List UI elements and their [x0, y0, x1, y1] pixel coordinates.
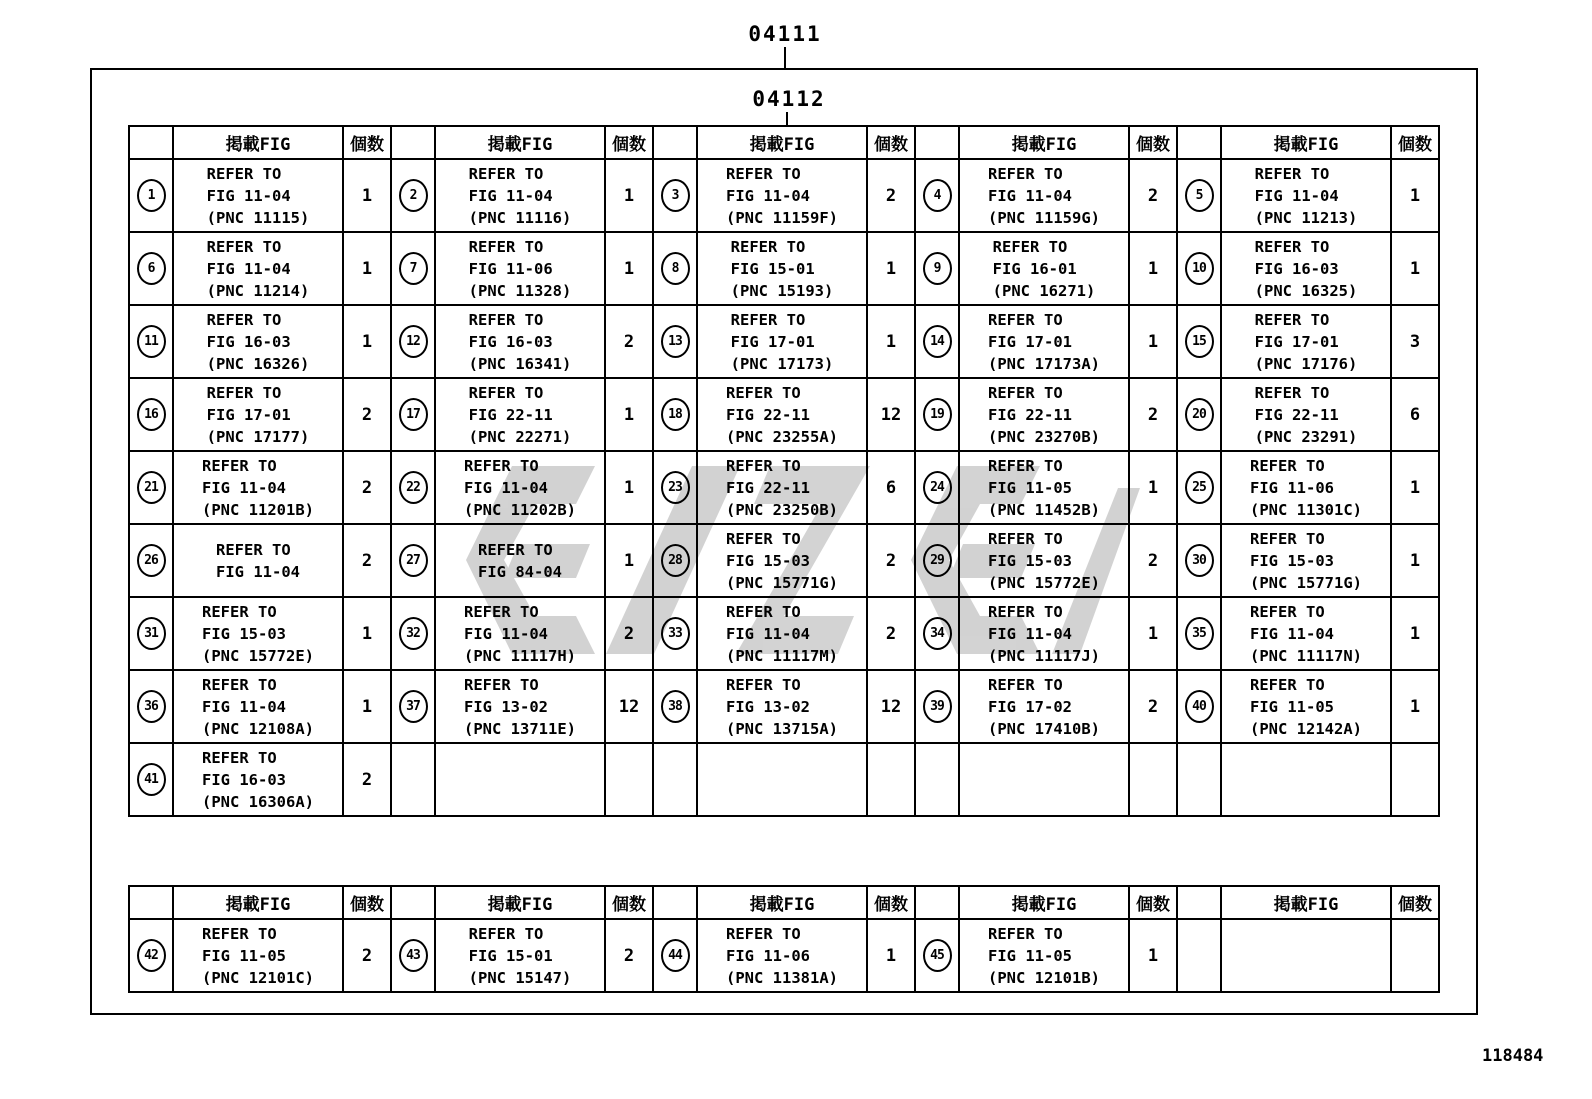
item-number-cell	[391, 305, 435, 378]
fig-reference-cell: REFER TO FIG 11-06 (PNC 11328)	[435, 232, 605, 305]
header-num-cell	[915, 126, 959, 159]
header-fig-cell: 掲載FIG	[173, 126, 343, 159]
empty-cell	[435, 743, 605, 816]
document-number: 118484	[1482, 1046, 1544, 1066]
circled-number: 42	[137, 939, 166, 972]
quantity-cell: 1	[867, 305, 915, 378]
item-number-cell	[1177, 451, 1221, 524]
quantity-cell: 6	[1391, 378, 1439, 451]
item-number-cell	[915, 524, 959, 597]
header-qty-cell: 個数	[605, 886, 653, 919]
header-num-cell	[653, 886, 697, 919]
quantity-cell: 2	[343, 378, 391, 451]
quantity-cell: 12	[605, 670, 653, 743]
outer-frame	[90, 68, 1478, 1015]
circled-number: 6	[137, 252, 166, 285]
fig-reference-cell: REFER TO FIG 11-05 (PNC 12101C)	[173, 919, 343, 992]
fig-reference-cell: REFER TO FIG 11-04 (PNC 11159G)	[959, 159, 1129, 232]
fig-reference-cell: REFER TO FIG 11-04 (PNC 11213)	[1221, 159, 1391, 232]
item-number-cell	[391, 451, 435, 524]
item-number-cell	[391, 232, 435, 305]
item-number-cell	[653, 232, 697, 305]
parts-reference-table-main	[128, 125, 1440, 817]
quantity-cell: 2	[867, 597, 915, 670]
empty-cell	[1391, 743, 1439, 816]
empty-cell	[1177, 919, 1221, 992]
item-number-cell	[129, 743, 173, 816]
quantity-cell: 1	[1129, 451, 1177, 524]
fig-reference-cell: REFER TO FIG 15-01 (PNC 15147)	[435, 919, 605, 992]
header-num-cell	[653, 126, 697, 159]
section-code-04111: 04111	[748, 22, 822, 46]
header-fig-cell: 掲載FIG	[435, 886, 605, 919]
header-num-cell	[391, 126, 435, 159]
fig-reference-cell: REFER TO FIG 11-04 (PNC 12108A)	[173, 670, 343, 743]
table-row	[129, 597, 1439, 670]
table-row	[129, 524, 1439, 597]
fig-reference-cell: REFER TO FIG 17-01 (PNC 17173)	[697, 305, 867, 378]
fig-reference-cell: REFER TO FIG 17-01 (PNC 17177)	[173, 378, 343, 451]
item-number-cell	[391, 159, 435, 232]
header-qty-cell: 個数	[1391, 886, 1439, 919]
circled-number: 30	[1185, 544, 1214, 577]
fig-reference-cell: REFER TO FIG 84-04	[435, 524, 605, 597]
quantity-cell: 1	[605, 378, 653, 451]
empty-cell	[1221, 919, 1391, 992]
empty-cell	[1391, 919, 1439, 992]
circled-number: 23	[661, 471, 690, 504]
quantity-cell: 1	[1391, 524, 1439, 597]
fig-reference-cell: REFER TO FIG 11-04 (PNC 11117H)	[435, 597, 605, 670]
fig-reference-cell: REFER TO FIG 11-06 (PNC 11301C)	[1221, 451, 1391, 524]
circled-number: 25	[1185, 471, 1214, 504]
item-number-cell	[653, 305, 697, 378]
circled-number: 45	[923, 939, 952, 972]
circled-number: 10	[1185, 252, 1214, 285]
circled-number: 29	[923, 544, 952, 577]
circled-number: 11	[137, 325, 166, 358]
quantity-cell: 6	[867, 451, 915, 524]
fig-reference-cell: REFER TO FIG 16-03 (PNC 16306A)	[173, 743, 343, 816]
quantity-cell: 1	[1391, 451, 1439, 524]
fig-reference-cell: REFER TO FIG 11-04 (PNC 11214)	[173, 232, 343, 305]
item-number-cell	[129, 597, 173, 670]
item-number-cell	[915, 305, 959, 378]
quantity-cell: 2	[605, 919, 653, 992]
circled-number: 1	[137, 179, 166, 212]
fig-reference-cell: REFER TO FIG 11-05 (PNC 12142A)	[1221, 670, 1391, 743]
item-number-cell	[915, 159, 959, 232]
quantity-cell: 1	[1129, 232, 1177, 305]
header-fig-cell: 掲載FIG	[435, 126, 605, 159]
quantity-cell: 1	[343, 159, 391, 232]
fig-reference-cell: REFER TO FIG 17-01 (PNC 17173A)	[959, 305, 1129, 378]
item-number-cell	[1177, 159, 1221, 232]
header-fig-cell: 掲載FIG	[959, 886, 1129, 919]
item-number-cell	[391, 378, 435, 451]
header-qty-cell: 個数	[1129, 126, 1177, 159]
fig-reference-cell: REFER TO FIG 13-02 (PNC 13711E)	[435, 670, 605, 743]
quantity-cell: 2	[1129, 378, 1177, 451]
item-number-cell	[391, 524, 435, 597]
quantity-cell: 12	[867, 670, 915, 743]
fig-reference-cell: REFER TO FIG 11-04 (PNC 11117J)	[959, 597, 1129, 670]
header-num-cell	[391, 886, 435, 919]
header-num-cell	[915, 886, 959, 919]
header-fig-cell: 掲載FIG	[959, 126, 1129, 159]
fig-reference-cell: REFER TO FIG 16-03 (PNC 16341)	[435, 305, 605, 378]
quantity-cell: 2	[867, 524, 915, 597]
quantity-cell: 1	[605, 159, 653, 232]
quantity-cell: 1	[1129, 305, 1177, 378]
quantity-cell: 3	[1391, 305, 1439, 378]
quantity-cell: 1	[605, 524, 653, 597]
fig-reference-cell: REFER TO FIG 11-04 (PNC 11117M)	[697, 597, 867, 670]
quantity-cell: 1	[1391, 232, 1439, 305]
item-number-cell	[1177, 524, 1221, 597]
fig-reference-cell: REFER TO FIG 17-02 (PNC 17410B)	[959, 670, 1129, 743]
item-number-cell	[653, 524, 697, 597]
item-number-cell	[391, 919, 435, 992]
item-number-cell	[129, 159, 173, 232]
fig-reference-cell: REFER TO FIG 13-02 (PNC 13715A)	[697, 670, 867, 743]
table-row	[129, 378, 1439, 451]
circled-number: 35	[1185, 617, 1214, 650]
table-row	[129, 159, 1439, 232]
header-num-cell	[129, 886, 173, 919]
header-fig-cell: 掲載FIG	[1221, 126, 1391, 159]
circled-number: 37	[399, 690, 428, 723]
fig-reference-cell: REFER TO FIG 11-05 (PNC 11452B)	[959, 451, 1129, 524]
header-qty-cell: 個数	[605, 126, 653, 159]
header-num-cell	[1177, 126, 1221, 159]
circled-number: 31	[137, 617, 166, 650]
item-number-cell	[129, 670, 173, 743]
quantity-cell: 2	[1129, 159, 1177, 232]
circled-number: 39	[923, 690, 952, 723]
circled-number: 13	[661, 325, 690, 358]
item-number-cell	[653, 919, 697, 992]
header-fig-cell: 掲載FIG	[1221, 886, 1391, 919]
quantity-cell: 1	[1391, 597, 1439, 670]
section-code-04112: 04112	[752, 87, 826, 111]
quantity-cell: 2	[1129, 670, 1177, 743]
circled-number: 22	[399, 471, 428, 504]
empty-cell	[653, 743, 697, 816]
circled-number: 4	[923, 179, 952, 212]
fig-reference-cell: REFER TO FIG 16-03 (PNC 16326)	[173, 305, 343, 378]
circled-number: 38	[661, 690, 690, 723]
table-row	[129, 670, 1439, 743]
quantity-cell: 2	[605, 597, 653, 670]
quantity-cell: 1	[343, 232, 391, 305]
circled-number: 21	[137, 471, 166, 504]
quantity-cell: 1	[1129, 597, 1177, 670]
circled-number: 2	[399, 179, 428, 212]
item-number-cell	[129, 305, 173, 378]
header-qty-cell: 個数	[1129, 886, 1177, 919]
header-fig-cell: 掲載FIG	[697, 126, 867, 159]
quantity-cell: 1	[1391, 670, 1439, 743]
empty-cell	[915, 743, 959, 816]
empty-cell	[391, 743, 435, 816]
fig-reference-cell: REFER TO FIG 11-04 (PNC 11159F)	[697, 159, 867, 232]
table-row	[129, 919, 1439, 992]
item-number-cell	[129, 232, 173, 305]
circled-number: 19	[923, 398, 952, 431]
circled-number: 18	[661, 398, 690, 431]
circled-number: 9	[923, 252, 952, 285]
circled-number: 36	[137, 690, 166, 723]
circled-number: 5	[1185, 179, 1214, 212]
fig-reference-cell: REFER TO FIG 11-04 (PNC 11117N)	[1221, 597, 1391, 670]
circled-number: 27	[399, 544, 428, 577]
fig-reference-cell: REFER TO FIG 15-03 (PNC 15772E)	[173, 597, 343, 670]
circled-number: 3	[661, 179, 690, 212]
header-qty-cell: 個数	[1391, 126, 1439, 159]
item-number-cell	[653, 159, 697, 232]
item-number-cell	[915, 597, 959, 670]
quantity-cell: 2	[605, 305, 653, 378]
quantity-cell: 1	[343, 597, 391, 670]
item-number-cell	[129, 378, 173, 451]
item-number-cell	[653, 597, 697, 670]
circled-number: 7	[399, 252, 428, 285]
circled-number: 44	[661, 939, 690, 972]
quantity-cell: 1	[343, 670, 391, 743]
header-qty-cell: 個数	[867, 126, 915, 159]
fig-reference-cell: REFER TO FIG 11-04 (PNC 11201B)	[173, 451, 343, 524]
empty-cell	[1221, 743, 1391, 816]
item-number-cell	[129, 524, 173, 597]
fig-reference-cell: REFER TO FIG 15-01 (PNC 15193)	[697, 232, 867, 305]
leader-line-04112	[786, 112, 788, 125]
item-number-cell	[1177, 597, 1221, 670]
fig-reference-cell: REFER TO FIG 11-06 (PNC 11381A)	[697, 919, 867, 992]
quantity-cell: 1	[867, 919, 915, 992]
fig-reference-cell: REFER TO FIG 22-11 (PNC 23270B)	[959, 378, 1129, 451]
item-number-cell	[915, 919, 959, 992]
item-number-cell	[1177, 378, 1221, 451]
parts-reference-table-secondary	[128, 885, 1440, 993]
circled-number: 26	[137, 544, 166, 577]
table-row	[129, 305, 1439, 378]
item-number-cell	[915, 451, 959, 524]
circled-number: 15	[1185, 325, 1214, 358]
table-row	[129, 232, 1439, 305]
circled-number: 24	[923, 471, 952, 504]
header-num-cell	[1177, 886, 1221, 919]
circled-number: 32	[399, 617, 428, 650]
item-number-cell	[653, 670, 697, 743]
table-header-row	[129, 886, 1439, 919]
item-number-cell	[129, 451, 173, 524]
empty-cell	[959, 743, 1129, 816]
fig-reference-cell: REFER TO FIG 11-05 (PNC 12101B)	[959, 919, 1129, 992]
circled-number: 41	[137, 763, 166, 796]
fig-reference-cell: REFER TO FIG 22-11 (PNC 22271)	[435, 378, 605, 451]
circled-number: 34	[923, 617, 952, 650]
circled-number: 17	[399, 398, 428, 431]
item-number-cell	[915, 232, 959, 305]
quantity-cell: 1	[605, 232, 653, 305]
empty-cell	[605, 743, 653, 816]
item-number-cell	[1177, 232, 1221, 305]
item-number-cell	[653, 451, 697, 524]
fig-reference-cell: REFER TO FIG 11-04 (PNC 11115)	[173, 159, 343, 232]
header-qty-cell: 個数	[867, 886, 915, 919]
quantity-cell: 12	[867, 378, 915, 451]
circled-number: 8	[661, 252, 690, 285]
quantity-cell: 2	[343, 451, 391, 524]
item-number-cell	[1177, 305, 1221, 378]
fig-reference-cell: REFER TO FIG 11-04	[173, 524, 343, 597]
empty-cell	[1177, 743, 1221, 816]
quantity-cell: 1	[605, 451, 653, 524]
fig-reference-cell: REFER TO FIG 11-04 (PNC 11202B)	[435, 451, 605, 524]
fig-reference-cell: REFER TO FIG 22-11 (PNC 23291)	[1221, 378, 1391, 451]
header-num-cell	[129, 126, 173, 159]
quantity-cell: 2	[867, 159, 915, 232]
empty-cell	[1129, 743, 1177, 816]
circled-number: 14	[923, 325, 952, 358]
circled-number: 33	[661, 617, 690, 650]
quantity-cell: 2	[343, 919, 391, 992]
fig-reference-cell: REFER TO FIG 15-03 (PNC 15771G)	[1221, 524, 1391, 597]
item-number-cell	[653, 378, 697, 451]
quantity-cell: 2	[343, 743, 391, 816]
fig-reference-cell: REFER TO FIG 22-11 (PNC 23250B)	[697, 451, 867, 524]
item-number-cell	[129, 919, 173, 992]
quantity-cell: 1	[343, 305, 391, 378]
item-number-cell	[915, 670, 959, 743]
quantity-cell: 1	[1391, 159, 1439, 232]
fig-reference-cell: REFER TO FIG 16-01 (PNC 16271)	[959, 232, 1129, 305]
header-fig-cell: 掲載FIG	[697, 886, 867, 919]
fig-reference-cell: REFER TO FIG 15-03 (PNC 15771G)	[697, 524, 867, 597]
item-number-cell	[1177, 670, 1221, 743]
item-number-cell	[391, 670, 435, 743]
quantity-cell: 2	[1129, 524, 1177, 597]
table-row	[129, 451, 1439, 524]
circled-number: 40	[1185, 690, 1214, 723]
quantity-cell: 1	[867, 232, 915, 305]
fig-reference-cell: REFER TO FIG 22-11 (PNC 23255A)	[697, 378, 867, 451]
fig-reference-cell: REFER TO FIG 17-01 (PNC 17176)	[1221, 305, 1391, 378]
circled-number: 20	[1185, 398, 1214, 431]
circled-number: 43	[399, 939, 428, 972]
header-qty-cell: 個数	[343, 886, 391, 919]
quantity-cell: 2	[343, 524, 391, 597]
fig-reference-cell: REFER TO FIG 11-04 (PNC 11116)	[435, 159, 605, 232]
leader-line-04111	[784, 47, 786, 68]
circled-number: 16	[137, 398, 166, 431]
circled-number: 12	[399, 325, 428, 358]
circled-number: 28	[661, 544, 690, 577]
empty-cell	[697, 743, 867, 816]
table-header-row	[129, 126, 1439, 159]
item-number-cell	[391, 597, 435, 670]
quantity-cell: 1	[1129, 919, 1177, 992]
header-fig-cell: 掲載FIG	[173, 886, 343, 919]
header-qty-cell: 個数	[343, 126, 391, 159]
fig-reference-cell: REFER TO FIG 15-03 (PNC 15772E)	[959, 524, 1129, 597]
fig-reference-cell: REFER TO FIG 16-03 (PNC 16325)	[1221, 232, 1391, 305]
table-row	[129, 743, 1439, 816]
item-number-cell	[915, 378, 959, 451]
empty-cell	[867, 743, 915, 816]
